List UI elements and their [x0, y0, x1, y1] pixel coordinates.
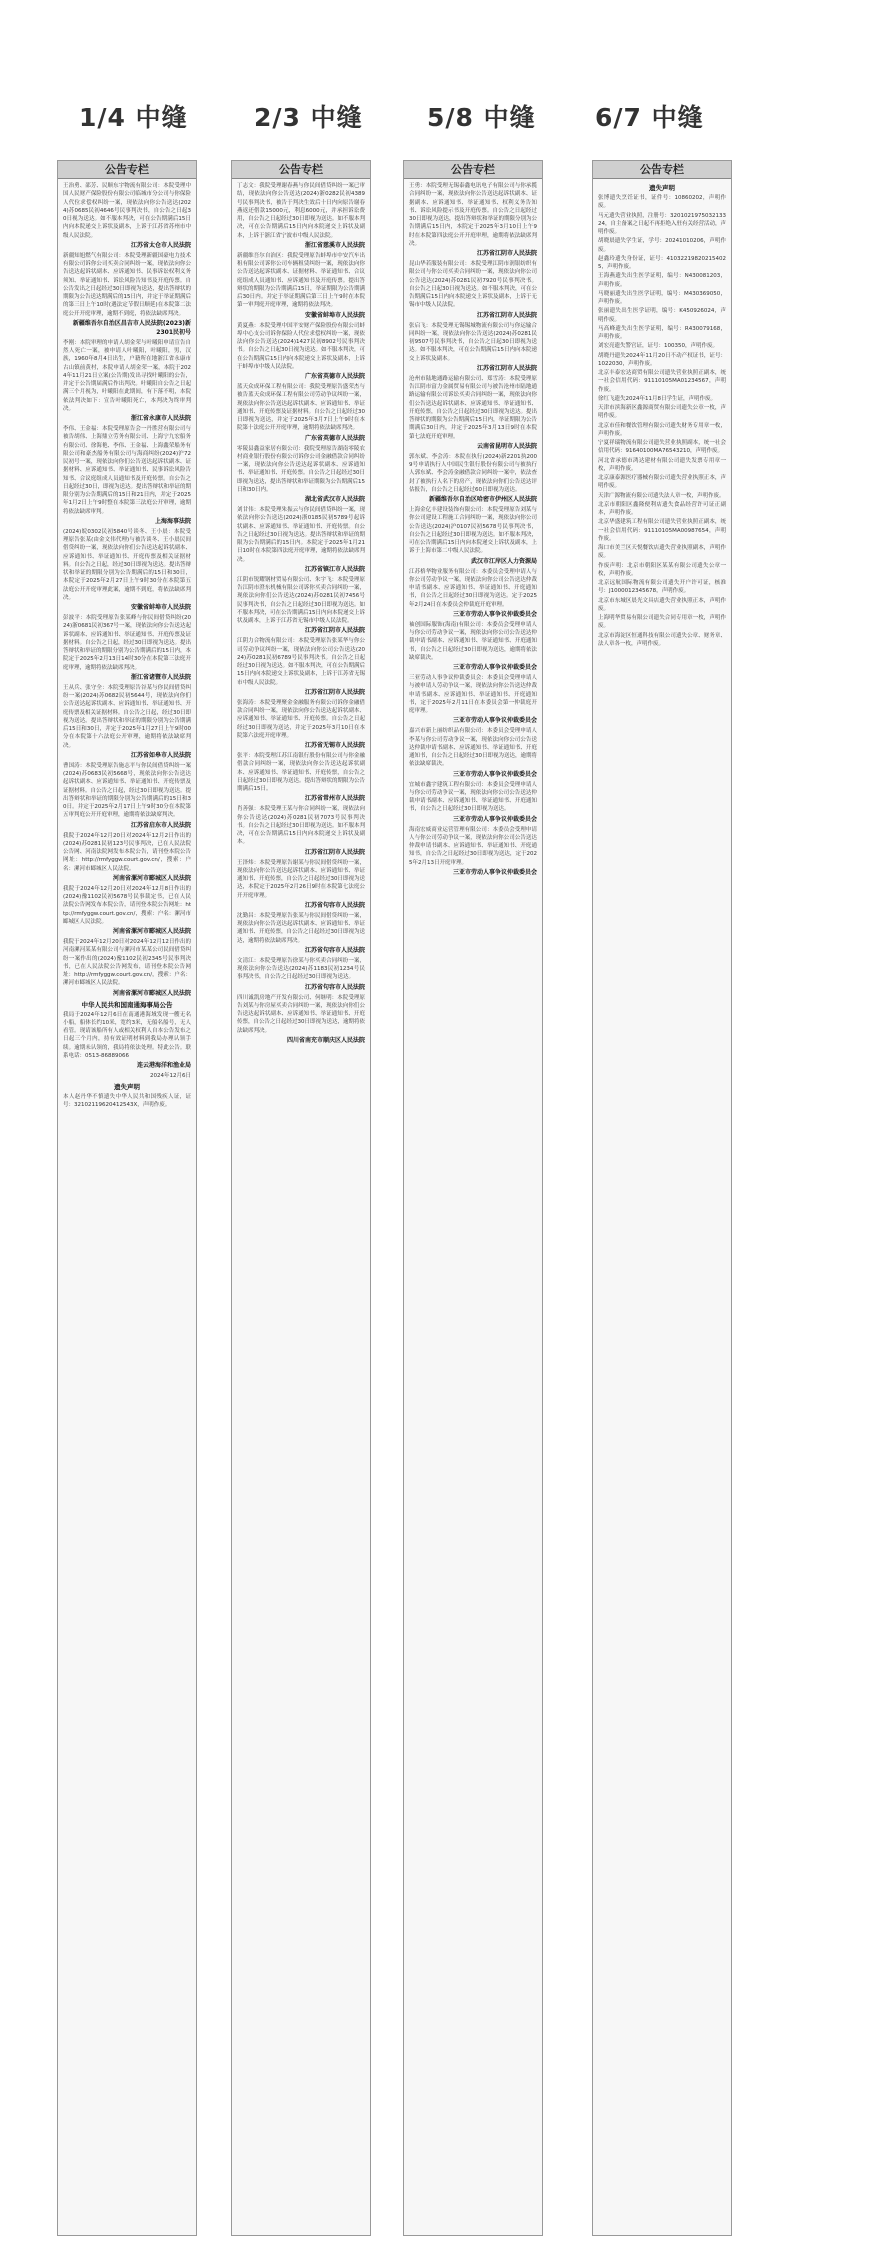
notice-text: 文清江：本院受理原告徐某与你买卖合同纠纷一案，现依法向你公告送达(2024)苏1183民初1234号民事判决书，自公告之日起经过30日即视为送达。 [237, 957, 365, 981]
notice-text: 李伟、王金福：本院受理原告会一丹胜营有限公司与被告胡伟、上海鼎立劳务有限公司、上海宁九宏船务有限公司、徐海艳、李伟、王金福、上海鑫荣船务有限公司和豪杰船务有限公司与海商纠纷(2024)沪72民初号一案，现依法向你们公告送达起诉状副本、证据材料、应诉通知书、举证通知书、民事诉讼风险告知书、合议庭组成人员通知书及开庭传票。自公告之日起经过30日，即视为送达。提出答辩状和举证的期限分别为公告期满后的15日和21日内，并定于2025年1月2日上午9时整在本院第三法庭公开审理，逾期将依法缺席审判。 [63, 426, 192, 515]
notice-heading: 中华人民共和国南通海事局公告 [81, 1000, 173, 1009]
issuing-authority: 三亚市劳动人事争议仲裁委员会 [452, 664, 537, 671]
issuing-authority: 三亚市劳动人事争议仲裁委员会 [452, 610, 537, 618]
notice-text: 马元遗失营业执照，注册号：320102197503213324，自主备案之日起不再拒绝入驻有关经营活动，声明作废。 [598, 212, 727, 235]
notice-text: 我局于2024年12月6日在南通港海域发现一艘无名小船，船体长约10米，宽约3米，无船名船号，无人看管。现请该船所有人或相关权利人自本公告发布之日起三个月内，持有效证明材料到我局办理认领手续。逾期未认领的，我局将依法处理。特此公告。联系电话：0513-86889066 [63, 1011, 191, 1059]
column-body [593, 179, 731, 648]
issuing-authority: 上海海事法院 [154, 517, 191, 525]
notice-text: 北京市朝阳区鑫隆便利店遗失食品经营许可证正副本，声明作废。 [598, 501, 726, 516]
issuing-authority: 江苏省江阴市人民法院 [476, 311, 537, 319]
notice-text: 黄夏燕：本院受理中国平安财产保险股份有限公司蚌埠中心支公司诉你保险人代位求偿权纠纷一案，现依法向你公告送达(2024)1427民初8902号民事判决书。自公告之日起30日视为送达。如不服本判决，可在公告期满后15日内向本院递交上诉状及副本，上诉于蚌埠市中级人民法院。 [237, 322, 366, 370]
issuing-authority: 三亚市劳动人事争议仲裁委员会 [452, 717, 537, 725]
notice-text: 王泽炜：本院受理原告谢某与你民间借贷纠纷一案，现依法向你公告送达起诉状副本、应诉通知书、举证通知书、开庭传票，自公告之日起经过30日即视为送达，本院定于2025年2月26日9时在本院第七法庭公开开庭审理。 [237, 859, 366, 899]
column-body [58, 179, 196, 1110]
issuing-authority: 江苏省江阴市人民法院 [304, 688, 365, 696]
issuing-authority: 浙江省永康市人民法院 [130, 415, 191, 422]
notice-text: 上海金亿丰建设装饰有限公司：本院受理原告刘某与你公司建设工程施工合同纠纷一案，现依法向你公司公告送达(2024)沪0107民初5678号民事判决书，自公告之日起经过30日即视为送达。如不服本判决，可在公告期满后15日内向本院递交上诉状及副本，上诉于上海市第二中级人民法院。 [409, 507, 538, 555]
issuing-authority: 三亚市劳动人事争议仲裁委员会 [452, 868, 537, 876]
issuing-authority: 江苏省江阴市人民法院 [304, 848, 365, 856]
issuing-authority: 江苏省江阴市人民法院 [304, 627, 365, 635]
column-title-4: 6/7 中缝 [595, 103, 704, 132]
column-title-1: 1/4 中缝 [79, 103, 188, 132]
issuing-authority: 浙江省慈溪市人民法院 [304, 241, 365, 249]
notice-text: 胡晓丹遗失2024年11月20日不动产权证书，证号：1022030，声明作废。 [598, 352, 726, 367]
issuing-authority: 河南省漯河市郾城区人民法院 [112, 928, 191, 935]
notice-text: 新疆知旭燃气有限公司：本院受理新疆国豪电力技术有限公司诉你公司买卖合同纠纷一案，现依法向你公告送达起诉状副本、应诉通知书、民事诉讼权利义务须知、举证通知书、诉讼风险告知书及开庭传票。自公告发出之日起经过30日即视为送达，提出答辩状的期限为公告送达期满后的15日内，并定于举证期满后的第三日上午10时(遇法定节假日顺延)在本院第二法庭公开开庭审理，逾期不到庭，将依法缺席判决。 [63, 252, 192, 317]
issuing-authority: 新疆维吾尔自治区哈密市伊州区人民法院 [428, 496, 537, 503]
notice-text: 北京康泰源医疗器械有限公司遗失营业执照正本，声明作废。 [598, 475, 726, 490]
notice-text: 上海明华贸易有限公司遗失合同专用章一枚，声明作废。 [598, 615, 726, 630]
issuing-authority: 江苏省常州市人民法院 [304, 795, 365, 803]
notice-text: 昆山华若服装有限公司：本院受理江阴市润银纺织有限公司与你公司买卖合同纠纷一案，现依法向你公司公告送达(2024)苏0281民初7920号民事判决书。自公告之日起30日视为送达。如不服本判决，可在公告期满后15日内向本院递交上诉状及副本，上诉于无锡市中级人民法院。 [409, 261, 538, 309]
issuing-authority: 江苏省无锡市人民法院 [304, 742, 365, 749]
column-header: 公告专栏 [404, 161, 542, 179]
notice-column-1 [57, 160, 197, 2236]
issuing-authority: 安徽省蚌埠市人民法院 [130, 604, 191, 611]
column-header: 公告专栏 [593, 161, 731, 179]
notice-text: 刘宏亮遗失警官证，证号：100350，声明作废。 [598, 343, 718, 350]
issuing-authority: 连云港海洋和渔业局 [136, 1062, 191, 1069]
issuing-authority: 江苏省江阴市人民法院 [476, 364, 537, 372]
column-title-2: 2/3 中缝 [254, 103, 363, 132]
notice-text: 我院于2024年12月20日对2024年12月8日作出的(2024)豫1102民初5678号民事裁定书，已在人民法院公告网发布本院公告，请刊登本院公告网址：http://rmfyggw.court.gov.cn/，搜索：户名：漯河市郾城区人民法院。 [63, 885, 191, 925]
notice-text: 蓝天众成环保工程有限公司：我院受理原告盛荣杰与被告蓝天众成环保工程有限公司劳动争议纠纷一案，现依法向你公告送达起诉状副本、应诉通知书、举证通知书、开庭传票及证据材料。自公告之日起经过30日即视为送达，并定于2025年3月7日上午9时在本院第十法庭公开开庭审理，逾期将依法缺席判决。 [237, 384, 366, 432]
notice-text: 曹国涛：本院受理原告施志平与你民间借贷纠纷一案(2024)苏0683民初5668号，现依法向你公告送达起诉状副本、应诉通知书、举证通知书、开庭传票及证据材料。自公告之日起，经过30日即视为送达。提出答辩状和举证的期限分别为公告期满后的15日和30日。并定于2025年2月17日上午9时30分在本院第五审判庭公开开庭审理，逾期将依法缺席判决。 [63, 762, 192, 819]
notice-heading: 遗失声明 [649, 184, 675, 192]
notice-text: 王治勇、邵芳、民顺东宇物流有限公司：本院受理中国人民财产保险股份有限公司临城市分公司与你保险人代位求偿权纠纷一案，现依法向你公告送达(2024)苏0685民初4646号民事判决书，自公告之日起30日视为送达。如不服本判决，可在公告期满后15日内向本院递交上诉状及副本，上诉于江苏省苏州市中级人民法院。 [63, 183, 191, 239]
issuing-authority: 江苏省句容市人民法院 [304, 946, 365, 954]
notice-text: 王从兵、张守全：本院受理原告谷某与你民间借贷纠纷一案(2024)苏0682民初5644号，现依法向你们公告送达起诉状副本、应诉通知书、举证通知书、开庭传票及相关证据材料。自公告之日起，经过30日即视为送达。提出答辩状和举证的期限分别为公告期满后15日和30日，并定于2025年1月27日上午9时00分在本院第十六法庭公开审理，逾期将依法缺席判决。 [63, 684, 192, 749]
notice-text: 北京远航国际物流有限公司遗失开户许可证，核准号：J1000012345678，声明作废。 [598, 580, 726, 595]
notice-text: 李刚：本院审理的申请人胡金荣与叶曦阳申请宣告自然人死亡一案，被申请人叶曦阳，叶曦阳，男，汉族，1960年8月4日出生，户籍所在地浙江省永康市古山镇前黄村，本院申请人胡金荣一案，本院于2024年11月21日立案(公告期)发出寻找叶曦阳的公告，并定于公告期届满后作出判决。叶曦阳自公告之日起满三个月视为，叶曦阳在此期间，有下落不明，本院依法判决如下：宣告叶曦阳死亡，本判决为终审判决。 [63, 339, 191, 412]
issuing-authority: 安徽省蚌埠市人民法院 [304, 311, 365, 319]
column-body [232, 179, 370, 1045]
notice-text: 王海燕遗失出生医学证明，编号：N430081203，声明作废。 [598, 273, 726, 288]
notice-text: 江苏格华物业服务有限公司：本委员会受理申请人与你公司劳动争议一案，现依法向你公司公告送达仲裁申请书副本、应诉通知书、举证通知书、开庭通知书，自公告之日起经过30日即视为送达。定于2025年2月24日在本委员会仲裁庭开庭审理。 [409, 568, 537, 608]
issuing-authority: 湖北省武汉市人民法院 [304, 496, 365, 503]
notice-heading: 遗失声明 [114, 1083, 140, 1091]
notice-text: 宁夏祥瑞物流有限公司遗失营业执照副本，统一社会信用代码：91640100MA76543210，声明作废。 [598, 440, 726, 455]
notice-column-3 [403, 160, 543, 2236]
notice-text: 张平：本院受理江苏江南银行股份有限公司与你金融借款合同纠纷一案，现依法向你公告送达起诉状副本、应诉通知书、举证通知书、开庭传票，自公告之日起经过30日即视为送达。提出答辩状的期限为公告期满后15日。 [237, 753, 366, 792]
notice-text: 刘甘伟：本院受理朱振云与你民间借贷纠纷一案，现依法向你公告送达(2024)浙0185民初5789号起诉状副本、应诉通知书、举证通知书、开庭传票。自公告之日起经过30日视为送达。提出答辩状和举证的期限为公告期满后的15日内。本院定于2025年1月21日10时在本院第四法庭开庭审理，逾期将依法缺席判决。 [237, 507, 366, 563]
notice-text: 海口市美兰区天悦餐饮店遗失营业执照副本，声明作废。 [598, 545, 726, 560]
notice-text: 张启飞：本院受理无锡锡城物流有限公司与你运输合同纠纷一案，现依法向你公告送达(2024)苏0281民初9507号民事判决书，自公告之日起30日即视为送达。如不服本判决，可在公告期满后15日内向本院递交上诉状及副本。 [409, 322, 538, 362]
notice-text: 嘉兴市新上丽纺织品有限公司：本委员会受理申请人李某与你公司劳动争议一案，现依法向你公司公告送达仲裁申请书副本、应诉通知书、举证通知书、开庭通知书，自公告之日起经过30日即视为送达，逾期将依法缺席裁决。 [409, 728, 538, 768]
notice-text: 宜城市鑫宇建筑工程有限公司：本委员会受理申请人与你公司劳动争议一案，现依法向你公司公告送达仲裁申请书副本、应诉通知书、举证通知书、开庭通知书，自公告之日起经过30日即视为送达。 [409, 781, 537, 813]
issuing-authority: 江苏省太仓市人民法院 [130, 241, 191, 249]
notice-text: 袖创国际服饰(海南)有限公司：本委员会受理申请人与你公司劳动争议一案，现依法向你公司公告送达仲裁申请书副本、应诉通知书、举证通知书、开庭通知书，自公告之日起经过30日即视为送达，逾期将依法缺席裁决。 [409, 621, 538, 661]
issuing-authority: 广东省英德市人民法院 [304, 434, 365, 442]
notice-date: 2024年12月6日 [150, 1073, 191, 1079]
issuing-authority: 新疆维吾尔自治区昌吉市人民法院(2023)新2301民初号 [72, 319, 191, 336]
column-title-3: 5/8 中缝 [427, 103, 536, 132]
issuing-authority: 江苏省句容市人民法院 [304, 901, 365, 909]
issuing-authority: 浙江省诸暨市人民法院 [130, 673, 191, 681]
notice-text: 胡晓晨遗失学生证，学号：20241010206，声明作废。 [598, 238, 726, 253]
notice-text: 马高峰遗失出生医学证明，编号：R430079168，声明作废。 [598, 325, 726, 340]
notice-text: 我院于2024年12月20日对2024年12月2日作出的(2024)苏0281民初123号民事判决，已在人民法院公告网、河南法院网发布本院公告，请刊登本院公告网址：http://rmfyggw.court.gov.cn/，搜索：户名：漯河市郾城区人民法院。 [63, 832, 191, 872]
notice-text: 马晓丽遗失出生医学证明，编号：M430369050，声明作废。 [598, 290, 726, 305]
notice-column-2 [231, 160, 371, 2236]
notice-text: 沧州市陆地通路运输有限公司、郑雪涛：本院受理原告江阴市富力金属贸易有限公司与被告沧州市陆地通路运输有限公司诉讼买卖合同纠纷一案，现依法向你们公告送达起诉状副本、应诉通知书、举证通知书、开庭传票，自公告之日起经过30日即视为送达。提出答辩状的期限为公告期满后15日内，举证期限为公告期满后30日内，并定于2025年3月13日9时在本院第七法庭开庭审理。 [409, 375, 538, 440]
notice-text: 作废声明：北京市朝阳区某某有限公司遗失公章一枚，声明作废。 [598, 562, 726, 577]
notice-text: 北京丰泰宏达商贸有限公司遗失营业执照正副本，统一社会信用代码：91110105MA01234567，声明作废。 [598, 370, 726, 393]
notice-text: 丁志文：我院受理谢春燕与你民间借贷纠纷一案已审结，现依法向你公告送达(2024)浙0282民初4389号民事判决书，被告于判决生效后十日内向原告谢春燕返还借款15000元，利息6000元，并承担诉讼费用，自公告之日起经过30日即视为送达。如不服本判决，可在公告期满后15日内向本院递交上诉状及副本，上诉于浙江省宁波市中级人民法院。 [237, 183, 366, 239]
notice-text: 张海涛：本院受理聚金金融服务有限公司诉你金融借款合同纠纷一案，现依法向你公告送达起诉状副本、应诉通知书、举证通知书、开庭传票。自公告之日起经过30日即视为送达，并定于2025年3月10日在本院第六法庭开庭审理。 [237, 699, 365, 739]
notice-text: 零陵县鑫益家居有限公司：我院受理原告湖南零陵农村商业银行股份有限公司诉你公司金融借款合同纠纷一案，现依法向你公告送达起诉状副本、应诉通知书、举证通知书、开庭传票。自公告之日起经过30日即视为送达，提出答辩状和举证期限为公告期满后15日和30日内。 [237, 445, 366, 493]
notice-text: 河北省承德市鸿达建材有限公司遗失发票专用章一枚，声明作废。 [598, 457, 726, 472]
notice-text: 天津市滨海新区鑫源商贸有限公司遗失公章一枚，声明作废。 [598, 405, 726, 420]
notice-text: 天津广源物流有限公司遗失法人章一枚，声明作废。 [598, 492, 725, 499]
issuing-authority: 河南省漯河市郾城区人民法院 [112, 874, 191, 882]
notice-text: 江阴市锐耀钢材贸易有限公司、朱宇飞：本院受理原告江阴市澄东机械有限公司诉你买卖合同纠纷一案，现依法向你们公告送达(2024)苏0281民初7456号民事判决书，自公告之日起经过30日即视为送达。如不服本判决，可在公告期满后15日内向本院递交上诉状及副本，上诉于江苏省无锡市中级人民法院。 [237, 576, 366, 624]
notice-text: 张博遗失烹饪证书，证件号：10860202，声明作废。 [598, 195, 726, 210]
notice-text: 郭东斌、李会涛：本院在执行(2024)新2201执2009号申请执行人中国民生银行股份有限公司与被执行人郭东斌、李会涛金融借款合同纠纷一案中，依法查封了被执行人名下的房产，现依法向你们公告送达评估报告，自公告之日起经过60日即视为送达。 [409, 453, 537, 493]
notice-text: 海南宏威商业运营管理有限公司：本委员会受理申请人与你公司劳动争议一案，现依法向你公司公告送达仲裁申请书副本、应诉通知书、举证通知书、开庭通知书，自公告之日起经过30日即视为送达，定于2025年2月13日开庭审理。 [409, 826, 537, 866]
notice-text: 本人赵丹华不慎遗失中华人民共和国残疾人证，证号：32102119620412543X，声明作废。 [63, 1094, 191, 1109]
issuing-authority: 云南省昆明市人民法院 [476, 442, 537, 450]
notice-text: 肖善强：本院受理王某与你合同纠纷一案，现依法向你公告送达(2024)苏0281民初7073号民事判决书。自公告之日起经过30日即视为送达。如不服本判决，可在公告期满后15日内向本院递交上诉状及副本。 [237, 806, 366, 846]
notice-text: 徐红飞遗失2024年11月8日学生证，声明作废。 [598, 395, 716, 402]
issuing-authority: 江苏省启东市人民法院 [130, 821, 191, 829]
notice-column-4 [592, 160, 732, 2236]
notice-text: 新疆维吾尔自治区：我院受理原告蚌埠市中安汽车出租有限公司诉你公司车辆租赁纠纷一案，现依法向你公告送达起诉状副本、证据材料、举证通知书、合议庭组成人员通知书、应诉通知书及开庭传票。提出答辩状的期限为公告期满后15日，举证期限为公告期满后30日内。并定于举证期满后第三日上午9时在本院第一审判庭开庭审理，逾期将依法判决。 [237, 252, 366, 309]
notice-text: 王勇：本院受理无锡泰鑫电讯电子有限公司与你承揽合同纠纷一案，现依法向你公告送达起诉状副本、证据副本、应诉通知书、举证通知书、权利义务告知书、诉讼风险提示书及开庭传票。自公告之日起经过30日即视为送达，提出答辩状和举证的期限分别为公告期满后15日内，本院定于2025年3月10日上午9时在本院第四法庭公开开庭审理，逾期将依法缺席判决。 [409, 183, 538, 247]
issuing-authority: 江苏省镇江市人民法院 [304, 565, 365, 573]
issuing-authority: 河南省漯河市郾城区人民法院 [112, 989, 191, 997]
issuing-authority: 广东省英德市人民法院 [304, 373, 365, 380]
column-header: 公告专栏 [58, 161, 196, 179]
notice-text: 我院于2024年12月20日对2024年12月12日作出的河南漯河某某有限公司与漯河市某某公司民间借贷纠纷一案作出的(2024)豫1102民初2345号民事判决书，已在人民法院公告网发布，请刊登本院公告网址：http://rmfyggw.court.gov.cn/，搜索：户名：漯河市郾城区人民法院。 [63, 939, 191, 987]
issuing-authority: 江苏省句容市人民法院 [304, 983, 365, 991]
notice-text: 北京华盛建筑工程有限公司遗失营业执照正副本，统一社会信用代码：91110105MA00987654，声明作废。 [598, 519, 726, 542]
notice-text: 三亚劳动人事争议仲裁委员会：本委员会受理申请人与被申请人劳动争议一案，现依法向你公告送达仲裁申请书副本、应诉通知书、举证通知书、开庭通知书，定于2025年2月11日在本委员会第一仲裁庭开庭审理。 [409, 675, 537, 714]
issuing-authority: 三亚市劳动人事争议仲裁委员会 [452, 770, 537, 778]
issuing-authority: 江苏省江阴市人民法院 [476, 250, 537, 257]
column-header: 公告专栏 [232, 161, 370, 179]
notice-text: (2024)皖0302民初5840号谈冬、王小晨：本院受理原告张某(由金文伟代理)与被告谈冬、王小晨民间借贷纠纷一案，现依法向你们公告送达起诉状副本、应诉通知书、举证通知书、开庭传票及相关证据材料。自公告之日起，经过30日即视为送达。提出答辩状和举证的期限分别为公告期满后的15日和30日，本院定于2025年2月27日上午9时30分在本院第五法庭公开开庭审理此案，逾期不到庭，将依法缺席判决。 [63, 528, 192, 601]
notice-text: 彭波平：本院受理原告张某峰与你民间借贷纠纷(2024)浙0681民初367号一案，现依法向你公告送达起诉状副本、应诉通知书、举证通知书、开庭传票及证据材料。自公告之日起，经过30日即视为送达。提出答辩状和举证的期限分别为公告期满后的15日内，本院定于2025年2月13日14时30分在本院第三法庭开庭审理，逾期将依法缺席判决。 [63, 615, 192, 671]
notice-text: 江阴力合物流有限公司：本院受理原告张某华与你公司劳动争议纠纷一案，现依法向你公司公告送达(2024)苏0281民初6789号民事判决书。自公告之日起经过30日视为送达。如不服本判决，可在公告期满后15日内向本院递交上诉状及副本，上诉于江苏省无锡市中级人民法院。 [237, 638, 366, 686]
notice-text: 四川诚凯房地产开发有限公司、何继明：本院受理原告刘某与你房屋买卖合同纠纷一案，现依法向你们公告送达起诉状副本、应诉通知书、举证通知书、开庭传票，自公告之日起经过30日即视为送达，逾期将依法缺席判决。 [237, 994, 366, 1034]
issuing-authority: 武汉市江岸区人力资源局 [470, 557, 537, 565]
notice-text: 张丽遗失出生医学证明，编号：K450926024，声明作废。 [598, 308, 726, 323]
column-body [404, 179, 542, 877]
notice-text: 赵鑫玲遗失身份证，证号：410322198202154025，声明作废。 [598, 255, 726, 270]
issuing-authority: 三亚市劳动人事争议仲裁委员会 [452, 815, 537, 823]
notice-text: 北京市海淀区恒通科技有限公司遗失公章、财务章、法人章各一枚，声明作废。 [598, 632, 726, 647]
notice-text: 北京市佳和餐饮管理有限公司遗失财务专用章一枚，声明作废。 [598, 422, 726, 437]
notice-text: 北京市东城区晨光文具店遗失营业执照正本，声明作废。 [598, 597, 726, 612]
notice-text: 沈勤昌：本院受理原告张某与你民间借贷纠纷一案，现依法向你公告送达起诉状副本、应诉通知书、举证通知书、开庭传票，自公告之日起经过30日即视为送达，逾期将依法缺席判决。 [237, 912, 366, 944]
issuing-authority: 江苏省如皋市人民法院 [130, 751, 191, 759]
issuing-authority: 四川省南充市顺庆区人民法院 [286, 1036, 365, 1044]
